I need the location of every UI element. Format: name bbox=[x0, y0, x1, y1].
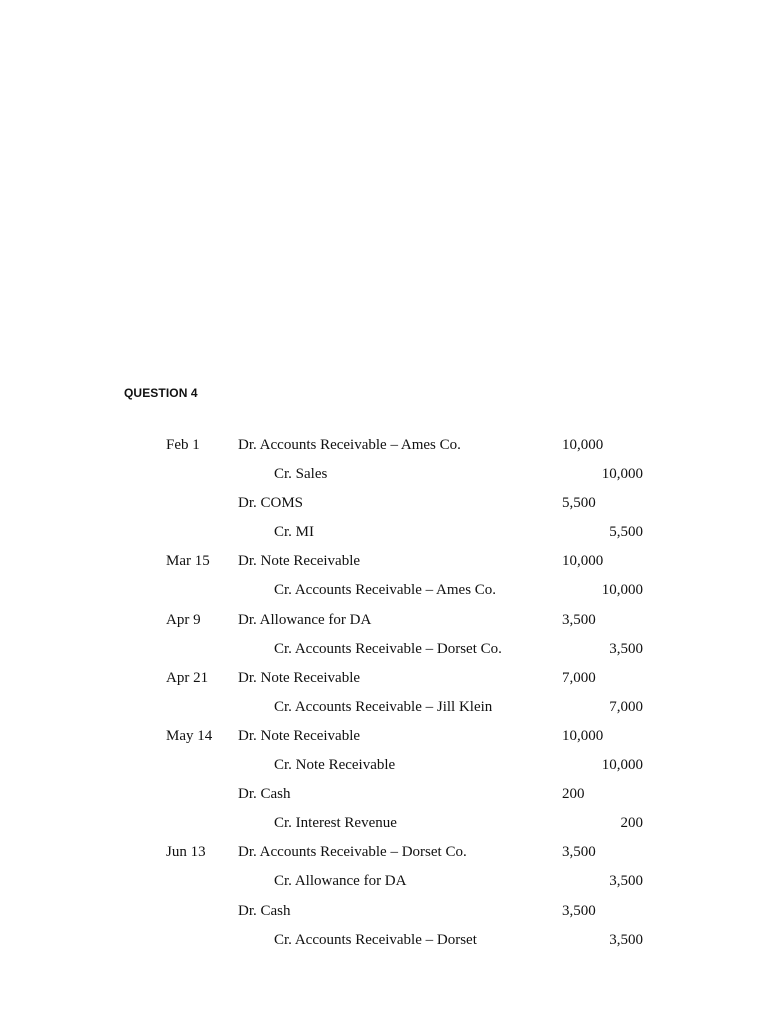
journal-row bbox=[0, 928, 768, 957]
credit-amount: 10,000 bbox=[601, 757, 643, 774]
credit-amount: 3,500 bbox=[609, 873, 643, 890]
question-title: QUESTION 4 bbox=[124, 386, 198, 400]
entry-date: Mar 15 bbox=[166, 553, 210, 570]
debit-amount: 7,000 bbox=[562, 669, 596, 686]
entry-date: Apr 21 bbox=[166, 669, 209, 686]
debit-amount: 200 bbox=[562, 786, 585, 803]
entry-date: Apr 9 bbox=[166, 611, 201, 628]
debit-account: Dr. Allowance for DA bbox=[238, 611, 372, 628]
entry-date: Feb 1 bbox=[166, 437, 200, 453]
journal-row bbox=[0, 433, 768, 462]
credit-account: Cr. Accounts Receivable – Jill Klein bbox=[274, 698, 493, 715]
debit-account: Dr. Accounts Receivable – Dorset Co. bbox=[238, 844, 467, 861]
journal-row bbox=[0, 724, 768, 753]
credit-amount: 7,000 bbox=[609, 698, 643, 715]
debit-account: Dr. Note Receivable bbox=[238, 727, 361, 744]
debit-amount: 10,000 bbox=[562, 553, 604, 570]
credit-amount: 3,500 bbox=[609, 931, 643, 948]
debit-amount: 3,500 bbox=[562, 844, 596, 861]
journal-row bbox=[0, 666, 768, 695]
debit-amount: 10,000 bbox=[562, 437, 604, 453]
credit-account: Cr. Accounts Receivable – Ames Co. bbox=[274, 582, 497, 599]
journal-row bbox=[0, 695, 768, 724]
debit-account: Dr. Cash bbox=[238, 786, 291, 803]
journal-row bbox=[0, 753, 768, 782]
journal-row bbox=[0, 782, 768, 811]
journal-row bbox=[0, 840, 768, 869]
journal-row bbox=[0, 899, 768, 928]
journal-row bbox=[0, 869, 768, 898]
entry-date: Jun 13 bbox=[166, 844, 206, 861]
journal-row bbox=[0, 491, 768, 520]
debit-account: Dr. Cash bbox=[238, 902, 291, 919]
journal-row bbox=[0, 520, 768, 549]
entry-date: May 14 bbox=[166, 727, 213, 744]
debit-amount: 3,500 bbox=[562, 902, 596, 919]
credit-amount: 10,000 bbox=[601, 466, 643, 483]
debit-amount: 10,000 bbox=[562, 727, 604, 744]
debit-account: Dr. Accounts Receivable – Ames Co. bbox=[238, 437, 461, 453]
credit-amount: 3,500 bbox=[609, 640, 643, 657]
debit-account: Dr. Note Receivable bbox=[238, 669, 361, 686]
journal-row bbox=[0, 578, 768, 607]
debit-account: Dr. COMS bbox=[238, 495, 304, 512]
credit-account: Cr. Interest Revenue bbox=[274, 815, 397, 832]
debit-amount: 5,500 bbox=[562, 495, 596, 512]
credit-account: Cr. Sales bbox=[274, 466, 328, 483]
journal-row bbox=[0, 462, 768, 491]
credit-account: Cr. Accounts Receivable – Dorset Co. bbox=[274, 640, 502, 657]
credit-account: Cr. MI bbox=[274, 524, 315, 541]
journal-row bbox=[0, 811, 768, 840]
credit-amount: 200 bbox=[620, 815, 643, 832]
journal-entries-table bbox=[0, 433, 768, 957]
credit-amount: 5,500 bbox=[609, 524, 643, 541]
journal-row bbox=[0, 549, 768, 578]
credit-amount: 10,000 bbox=[601, 582, 643, 599]
debit-account: Dr. Note Receivable bbox=[238, 553, 361, 570]
debit-amount: 3,500 bbox=[562, 611, 596, 628]
credit-account: Cr. Accounts Receivable – Dorset bbox=[274, 931, 477, 948]
credit-account: Cr. Allowance for DA bbox=[274, 873, 407, 890]
credit-account: Cr. Note Receivable bbox=[274, 757, 396, 774]
journal-row bbox=[0, 608, 768, 637]
journal-row bbox=[0, 637, 768, 666]
